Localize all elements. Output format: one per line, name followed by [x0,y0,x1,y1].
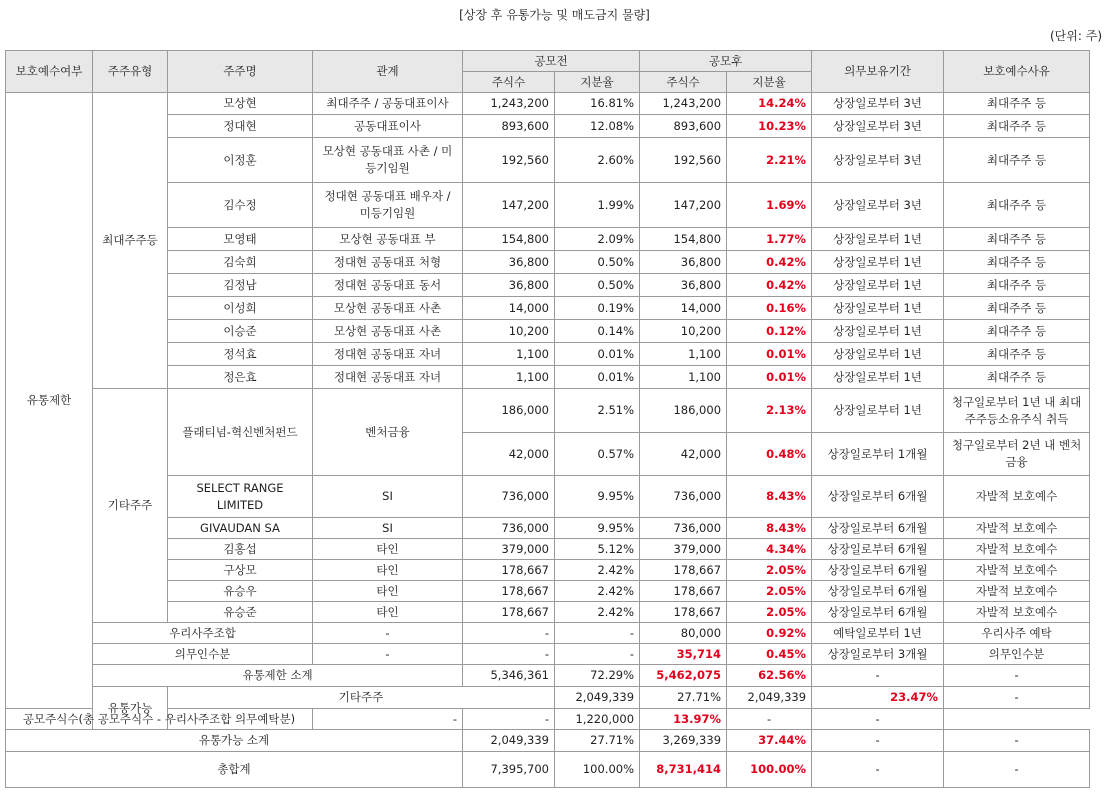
cell-ratio-after: 100.00% [727,752,812,788]
cell-reason: - [944,752,1090,788]
table-row [6,251,1090,274]
cell-shares-after: 36,800 [640,274,727,297]
cell-relation: 정대현 공동대표 배우자 / 미등기임원 [313,183,463,228]
cell-reason: 청구일로부터 2년 내 벤처금융 [944,433,1090,476]
cell-relation: 정대현 공동대표 동서 [313,274,463,297]
cell-ratio-before: - [555,644,640,665]
table-row [6,343,1090,366]
header-ratio-before: 지분율 [555,72,640,93]
cell-name: 정석효 [168,343,313,366]
cell-shares-after: 36,800 [640,251,727,274]
cell-period: - [944,687,1090,709]
cell-shares-after: 178,667 [640,581,727,602]
cell-shares-after: 5,462,075 [640,665,727,687]
cell-period: 상장일로부터 1년 [812,343,944,366]
cell-shares-after: 1,100 [640,343,727,366]
table-row [6,93,1090,115]
cell-shares-after: 147,200 [640,183,727,228]
cell-period: 상장일로부터 1년 [812,297,944,320]
table-row [6,581,1090,602]
cell-reason: 청구일로부터 1년 내 최대주주등소유주식 취득 [944,389,1090,433]
cell-relation: 정대현 공동대표 자녀 [313,366,463,389]
table-row [6,560,1090,581]
group-label-other: 기타주주 [93,389,168,623]
header-shares-after: 주식수 [640,72,727,93]
cell-period: 상장일로부터 6개월 [812,560,944,581]
cell-ratio-before: 12.08% [555,115,640,138]
cell-reason: 자발적 보호예수 [944,476,1090,518]
table-row [6,644,1090,665]
cell-ratio-after: 13.97% [640,709,727,730]
cell-shares-after: 8,731,414 [640,752,727,788]
cell-shares-after: 14,000 [640,297,727,320]
cell-reason: 자발적 보호예수 [944,539,1090,560]
cell-ratio-after: 0.42% [727,274,812,297]
group-label-tradable: 유통가능 [93,687,168,730]
cell-relation: 타인 [313,602,463,623]
cell-period: 상장일로부터 3년 [812,115,944,138]
table-row [6,518,1090,539]
cell-reason: 최대주주 등 [944,297,1090,320]
cell-shares-after: 1,220,000 [555,709,640,730]
cell-ratio-before: 0.50% [555,274,640,297]
cell-reason: 최대주주 등 [944,251,1090,274]
cell-shares-after: 42,000 [640,433,727,476]
cell-ratio-before: 0.01% [555,343,640,366]
cell-period: 상장일로부터 1년 [812,366,944,389]
cell-shares-before: 893,600 [463,115,555,138]
cell-period: 상장일로부터 6개월 [812,539,944,560]
cell-period: - [812,752,944,788]
cell-name: 이승준 [168,320,313,343]
cell-relation: SI [313,518,463,539]
cell-reason: - [812,709,944,730]
cell-period: 상장일로부터 6개월 [812,518,944,539]
cell-shares-before: - [463,623,555,644]
group-label-restricted: 유통제한 [6,93,93,709]
cell-relation: 모상현 공동대표 사촌 [313,297,463,320]
cell-name: 유통가능 소계 [6,730,463,752]
cell-shares-before: 5,346,361 [463,665,555,687]
cell-ratio-after: 8.43% [727,518,812,539]
cell-name: 김숙희 [168,251,313,274]
header-period: 의무보유기간 [812,51,944,93]
cell-period: - [812,730,944,752]
cell-period: 상장일로부터 1년 [812,389,944,433]
cell-shares-after: 154,800 [640,228,727,251]
cell-period: 상장일로부터 6개월 [812,602,944,623]
cell-relation: 공동대표이사 [313,115,463,138]
cell-shares-after: 736,000 [640,518,727,539]
cell-reason: 최대주주 등 [944,274,1090,297]
cell-relation: 타인 [313,539,463,560]
cell-period: 상장일로부터 6개월 [812,581,944,602]
cell-reason: 자발적 보호예수 [944,581,1090,602]
cell-shares-before: 178,667 [463,602,555,623]
cell-shares-before: 1,100 [463,366,555,389]
cell-ratio-before: 9.95% [555,518,640,539]
cell-ratio-before: 2.60% [555,138,640,183]
cell-shares-before: 736,000 [463,476,555,518]
cell-shares-before: - [463,644,555,665]
cell-reason: 의무인수분 [944,644,1090,665]
cell-ratio-before: 2.42% [555,560,640,581]
cell-reason: 최대주주 등 [944,366,1090,389]
cell-shares-before: 42,000 [463,433,555,476]
cell-shares-before: 36,800 [463,251,555,274]
cell-ratio-before: 0.14% [555,320,640,343]
cell-relation: 모상현 공동대표 사촌 [313,320,463,343]
cell-ratio-before: 27.71% [640,687,727,709]
cell-ratio-after: 10.23% [727,115,812,138]
cell-name: 플래티넘-혁신벤처펀드 [168,389,313,476]
cell-ratio-after: 4.34% [727,539,812,560]
cell-ratio-before: 2.42% [555,581,640,602]
cell-name: 의무인수분 [93,644,313,665]
cell-name: 유승우 [168,581,313,602]
cell-shares-before: 186,000 [463,389,555,433]
cell-shares-before: 1,243,200 [463,93,555,115]
cell-ratio-before: 5.12% [555,539,640,560]
cell-ratio-after: 0.01% [727,366,812,389]
cell-ratio-before: 16.81% [555,93,640,115]
cell-period: 상장일로부터 3년 [812,93,944,115]
cell-ratio-after: 0.48% [727,433,812,476]
cell-shares-after: 192,560 [640,138,727,183]
cell-reason: 최대주주 등 [944,115,1090,138]
cell-reason: 우리사주 예탁 [944,623,1090,644]
cell-relation: 정대현 공동대표 처형 [313,251,463,274]
cell-period: 상장일로부터 1년 [812,251,944,274]
header-name: 주주명 [168,51,313,93]
cell-ratio-before: 1.99% [555,183,640,228]
unit-label: (단위: 주) [1050,29,1102,43]
cell-name: 모영태 [168,228,313,251]
cell-ratio-before: 100.00% [555,752,640,788]
cell-shares-after: 178,667 [640,560,727,581]
cell-relation: 모상현 공동대표 사촌 / 미등기임원 [313,138,463,183]
cell-name: 유통제한 소계 [93,665,463,687]
cell-ratio-before: - [555,623,640,644]
cell-reason: 최대주주 등 [944,138,1090,183]
header-after: 공모후 [640,51,812,72]
cell-relation: - [313,644,463,665]
cell-name: 총합계 [6,752,463,788]
cell-name: SELECT RANGE LIMITED [168,476,313,518]
cell-ratio-before: 2.09% [555,228,640,251]
cell-shares-before: 154,800 [463,228,555,251]
cell-ratio-before: 0.19% [555,297,640,320]
cell-name: 이정훈 [168,138,313,183]
cell-name: 기타주주 [168,687,555,709]
table-row [6,730,1090,752]
header-reason: 보호예수사유 [944,51,1090,93]
document-title: [상장 후 유통가능 및 매도금지 물량] [459,8,650,22]
cell-ratio-before: 9.95% [555,476,640,518]
table-row [6,228,1090,251]
cell-name: 정대현 [168,115,313,138]
cell-name: 이성희 [168,297,313,320]
cell-period: 상장일로부터 3개월 [812,644,944,665]
cell-ratio-after: 0.16% [727,297,812,320]
cell-shares-before: 2,049,339 [555,687,640,709]
header-before: 공모전 [463,51,640,72]
cell-reason: 최대주주 등 [944,183,1090,228]
cell-relation: 타인 [313,581,463,602]
cell-shares-before: 2,049,339 [463,730,555,752]
cell-shares-after: 379,000 [640,539,727,560]
cell-period: - [727,709,812,730]
cell-name: 김수정 [168,183,313,228]
table-row [6,297,1090,320]
cell-name: 구상모 [168,560,313,581]
cell-ratio-after: 14.24% [727,93,812,115]
cell-name: 김홍섭 [168,539,313,560]
header-ratio-after: 지분율 [727,72,812,93]
cell-shares-after: 2,049,339 [727,687,812,709]
cell-ratio-before: 0.50% [555,251,640,274]
cell-shares-before: - [313,709,463,730]
cell-shares-before: 1,100 [463,343,555,366]
cell-shares-before: 178,667 [463,581,555,602]
cell-shares-after: 10,200 [640,320,727,343]
cell-name: 공모주식수(총 공모주식수 - 우리사주조합 의무예탁분) [6,709,313,730]
cell-reason: 자발적 보호예수 [944,518,1090,539]
table-row [6,687,1090,709]
cell-shares-before: 7,395,700 [463,752,555,788]
cell-shares-after: 736,000 [640,476,727,518]
cell-period: 상장일로부터 1개월 [812,433,944,476]
cell-name: 김정남 [168,274,313,297]
cell-ratio-after: 0.42% [727,251,812,274]
cell-ratio-before: 72.29% [555,665,640,687]
cell-ratio-before: 0.57% [555,433,640,476]
cell-shares-after: 1,100 [640,366,727,389]
cell-shares-before: 14,000 [463,297,555,320]
cell-period: 예탁일로부터 1년 [812,623,944,644]
cell-relation: 최대주주 / 공동대표이사 [313,93,463,115]
cell-reason: - [944,730,1090,752]
cell-reason: 최대주주 등 [944,228,1090,251]
cell-name: 우리사주조합 [93,623,313,644]
cell-ratio-after: 1.69% [727,183,812,228]
table-row [6,709,1090,730]
cell-period: 상장일로부터 6개월 [812,476,944,518]
cell-period: 상장일로부터 3년 [812,138,944,183]
cell-name: GIVAUDAN SA [168,518,313,539]
cell-shares-after: 3,269,339 [640,730,727,752]
cell-ratio-before: 0.01% [555,366,640,389]
table-row [6,623,1090,644]
table-row [6,665,1090,687]
cell-name: 유승준 [168,602,313,623]
cell-period: 상장일로부터 1년 [812,274,944,297]
cell-ratio-after: 2.05% [727,581,812,602]
cell-shares-before: 147,200 [463,183,555,228]
cell-shares-before: 379,000 [463,539,555,560]
cell-ratio-after: 2.05% [727,560,812,581]
cell-shares-after: 186,000 [640,389,727,433]
header-shares-before: 주식수 [463,72,555,93]
cell-shares-after: 1,243,200 [640,93,727,115]
cell-reason: 최대주주 등 [944,320,1090,343]
header-type: 주주유형 [93,51,168,93]
cell-ratio-after: 2.13% [727,389,812,433]
cell-relation: 정대현 공동대표 자녀 [313,343,463,366]
cell-relation: 모상현 공동대표 부 [313,228,463,251]
table-row [6,138,1090,183]
cell-ratio-after: 23.47% [812,687,944,709]
cell-reason: - [944,665,1090,687]
cell-shares-after: 893,600 [640,115,727,138]
cell-ratio-after: 0.92% [727,623,812,644]
table-row [6,115,1090,138]
cell-shares-before: 192,560 [463,138,555,183]
cell-shares-before: 178,667 [463,560,555,581]
cell-ratio-before: - [463,709,555,730]
table-row [6,752,1090,788]
cell-reason: 최대주주 등 [944,93,1090,115]
cell-name: 모상현 [168,93,313,115]
cell-shares-before: 10,200 [463,320,555,343]
cell-relation: - [313,623,463,644]
table-row [6,476,1090,518]
cell-period: 상장일로부터 3년 [812,183,944,228]
table-row [6,539,1090,560]
cell-ratio-after: 8.43% [727,476,812,518]
cell-ratio-after: 2.05% [727,602,812,623]
cell-name: 정은효 [168,366,313,389]
table-row [6,320,1090,343]
cell-shares-after: 80,000 [640,623,727,644]
cell-ratio-after: 0.01% [727,343,812,366]
cell-shares-after: 178,667 [640,602,727,623]
cell-period: 상장일로부터 1년 [812,320,944,343]
table-row [6,602,1090,623]
cell-ratio-after: 37.44% [727,730,812,752]
table-row [6,183,1090,228]
cell-period: - [812,665,944,687]
lockup-table [5,50,1090,788]
cell-relation: 타인 [313,560,463,581]
cell-ratio-after: 0.12% [727,320,812,343]
table-row [6,389,1090,433]
cell-ratio-before: 27.71% [555,730,640,752]
cell-shares-after: 35,714 [640,644,727,665]
cell-ratio-before: 2.51% [555,389,640,433]
cell-ratio-after: 1.77% [727,228,812,251]
cell-relation: 벤처금융 [313,389,463,476]
cell-ratio-after: 2.21% [727,138,812,183]
cell-ratio-after: 62.56% [727,665,812,687]
cell-reason: 자발적 보호예수 [944,602,1090,623]
table-row [6,274,1090,297]
table-row [6,366,1090,389]
cell-shares-before: 736,000 [463,518,555,539]
group-label-major: 최대주주등 [93,93,168,389]
cell-ratio-after: 0.45% [727,644,812,665]
cell-shares-before: 36,800 [463,274,555,297]
header-protect: 보호예수여부 [6,51,93,93]
cell-reason: 자발적 보호예수 [944,560,1090,581]
cell-relation: SI [313,476,463,518]
cell-ratio-before: 2.42% [555,602,640,623]
cell-reason: 최대주주 등 [944,343,1090,366]
cell-period: 상장일로부터 1년 [812,228,944,251]
header-relation: 관계 [313,51,463,93]
